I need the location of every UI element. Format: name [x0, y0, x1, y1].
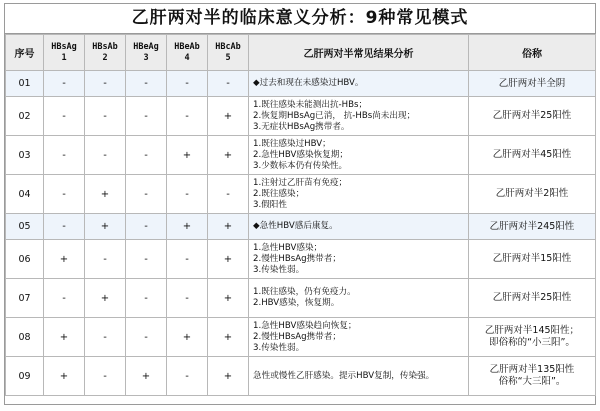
analysis-cell	[249, 240, 469, 279]
marker-result: -	[85, 136, 126, 175]
marker-result: -	[167, 279, 208, 318]
marker-result: -	[167, 175, 208, 214]
marker-result: -	[126, 175, 167, 214]
table-row	[6, 318, 596, 357]
common-name-line: 乙肝两对半2阳性	[495, 188, 569, 199]
analysis-line: 1.注射过乙肝苗有免疫；	[253, 177, 348, 188]
common-name-cell	[469, 214, 596, 240]
row-seq: 06	[6, 240, 44, 279]
analysis-line: 3.少数标本仍有传染性。	[253, 160, 348, 171]
marker-result: -	[208, 71, 249, 97]
row-seq: 07	[6, 279, 44, 318]
analysis-line: 2.急性HBV感染恢复期；	[253, 149, 348, 160]
table-row	[6, 279, 596, 318]
common-name-line: 乙肝两对半25阳性	[492, 292, 572, 303]
marker-result: -	[44, 71, 85, 97]
table-row	[6, 136, 596, 175]
marker-result: -	[44, 279, 85, 318]
common-name-cell	[469, 279, 596, 318]
header-marker: HBsAb 2	[85, 35, 126, 71]
marker-result: -	[167, 240, 208, 279]
marker-result: -	[126, 279, 167, 318]
common-name-line: 乙肝两对半15阳性	[492, 253, 572, 264]
table-row	[6, 240, 596, 279]
marker-result: +	[208, 97, 249, 136]
analysis-cell	[249, 318, 469, 357]
marker-result: -	[167, 71, 208, 97]
common-name-line: 乙肝两对半45阳性	[492, 149, 572, 160]
analysis-line: 1.既往感染过HBV；	[253, 138, 331, 149]
marker-result: -	[44, 175, 85, 214]
header-analysis: 乙肝两对半常见结果分析	[249, 35, 469, 71]
marker-result: -	[85, 357, 126, 396]
header-seq: 序号	[6, 35, 44, 71]
marker-result: +	[85, 214, 126, 240]
marker-result: +	[208, 136, 249, 175]
marker-result: +	[44, 318, 85, 357]
marker-result: -	[167, 97, 208, 136]
analysis-line: 3.传染性弱。	[253, 264, 305, 275]
header-marker: HBeAg 3	[126, 35, 167, 71]
page-title: 乙肝两对半的临床意义分析：9种常见模式	[5, 4, 595, 34]
analysis-line: 3.传染性弱。	[253, 342, 305, 353]
marker-result: +	[208, 318, 249, 357]
common-name-cell	[469, 357, 596, 396]
row-seq: 01	[6, 71, 44, 97]
marker-result: +	[208, 357, 249, 396]
marker-result: -	[44, 136, 85, 175]
marker-result: -	[208, 175, 249, 214]
analysis-line: 2.既往感染；	[253, 188, 305, 199]
marker-result: +	[85, 175, 126, 214]
marker-result: -	[85, 318, 126, 357]
analysis-cell	[249, 136, 469, 175]
common-name-line: 乙肝两对半145阳性；	[484, 325, 580, 336]
analysis-line: ◆急性HBV感后康复。	[253, 221, 338, 231]
results-table	[5, 34, 596, 396]
analysis-line: 2.恢复期HBsAg已消， 抗-HBs尚未出现；	[253, 110, 416, 121]
common-name-cell	[469, 240, 596, 279]
marker-result: -	[126, 214, 167, 240]
table-row	[6, 97, 596, 136]
table-row	[6, 175, 596, 214]
marker-result: +	[208, 240, 249, 279]
analysis-line: 1.急性HBV感染趋向恢复；	[253, 320, 357, 331]
common-name-line: 俗称“大三阳”。	[498, 376, 566, 387]
table-row	[6, 71, 596, 97]
analysis-line: 3.无症状HBsAg携带者。	[253, 121, 350, 132]
common-name-line: 乙肝两对半245阳性	[489, 220, 575, 232]
analysis-line: 急性或慢性乙肝感染。提示HBV复制，传染强。	[253, 370, 435, 381]
marker-result: -	[85, 71, 126, 97]
marker-result: -	[44, 97, 85, 136]
analysis-line: 2.慢性HBsAg携带者；	[253, 253, 341, 264]
row-seq: 09	[6, 357, 44, 396]
marker-result: +	[167, 136, 208, 175]
row-seq: 03	[6, 136, 44, 175]
analysis-line: 2.HBV感染，恢复期。	[253, 298, 340, 308]
row-seq: 08	[6, 318, 44, 357]
analysis-cell	[249, 214, 469, 240]
marker-result: +	[167, 318, 208, 357]
analysis-line: 3.假阳性	[253, 199, 287, 210]
hbv-table-document	[4, 3, 596, 405]
analysis-line: 1.急性HBV感染；	[253, 242, 323, 253]
marker-result: +	[208, 279, 249, 318]
analysis-cell	[249, 175, 469, 214]
header-marker: HBcAb 5	[208, 35, 249, 71]
marker-result: -	[126, 240, 167, 279]
header-marker: HBsAg 1	[44, 35, 85, 71]
table-row	[6, 214, 596, 240]
common-name-line: 即俗称的“小三阳”。	[489, 337, 575, 348]
header-marker: HBeAb 4	[167, 35, 208, 71]
common-name-cell	[469, 97, 596, 136]
row-seq: 04	[6, 175, 44, 214]
common-name-cell	[469, 175, 596, 214]
common-name-line: 乙肝两对半135阳性	[489, 364, 575, 375]
analysis-line: 1.既往感染未能测出抗-HBs；	[253, 99, 368, 110]
table-row	[6, 357, 596, 396]
marker-result: -	[167, 357, 208, 396]
common-name-line: 乙肝两对半25阳性	[492, 110, 572, 121]
row-seq: 05	[6, 214, 44, 240]
analysis-cell	[249, 279, 469, 318]
analysis-cell	[249, 357, 469, 396]
common-name-line: 乙肝两对半全阴	[498, 77, 566, 89]
marker-result: -	[85, 97, 126, 136]
marker-result: -	[126, 318, 167, 357]
analysis-cell	[249, 97, 469, 136]
marker-result: +	[44, 357, 85, 396]
marker-result: -	[44, 214, 85, 240]
marker-result: -	[126, 136, 167, 175]
common-name-cell	[469, 136, 596, 175]
common-name-cell	[469, 71, 596, 97]
marker-result: +	[44, 240, 85, 279]
marker-result: -	[85, 240, 126, 279]
table-header-row	[6, 35, 596, 71]
header-name: 俗称	[469, 35, 596, 71]
analysis-line: 1.既往感染，仍有免疫力。	[253, 287, 356, 297]
marker-result: -	[126, 97, 167, 136]
marker-result: +	[126, 357, 167, 396]
table-body	[6, 71, 596, 396]
marker-result: -	[126, 71, 167, 97]
marker-result: +	[85, 279, 126, 318]
marker-result: +	[208, 214, 249, 240]
analysis-line: ◆过去和现在未感染过HBV。	[253, 78, 364, 88]
analysis-line: 2.慢性HBsAg携带者；	[253, 331, 341, 342]
row-seq: 02	[6, 97, 44, 136]
marker-result: +	[167, 214, 208, 240]
common-name-cell	[469, 318, 596, 357]
analysis-cell	[249, 71, 469, 97]
